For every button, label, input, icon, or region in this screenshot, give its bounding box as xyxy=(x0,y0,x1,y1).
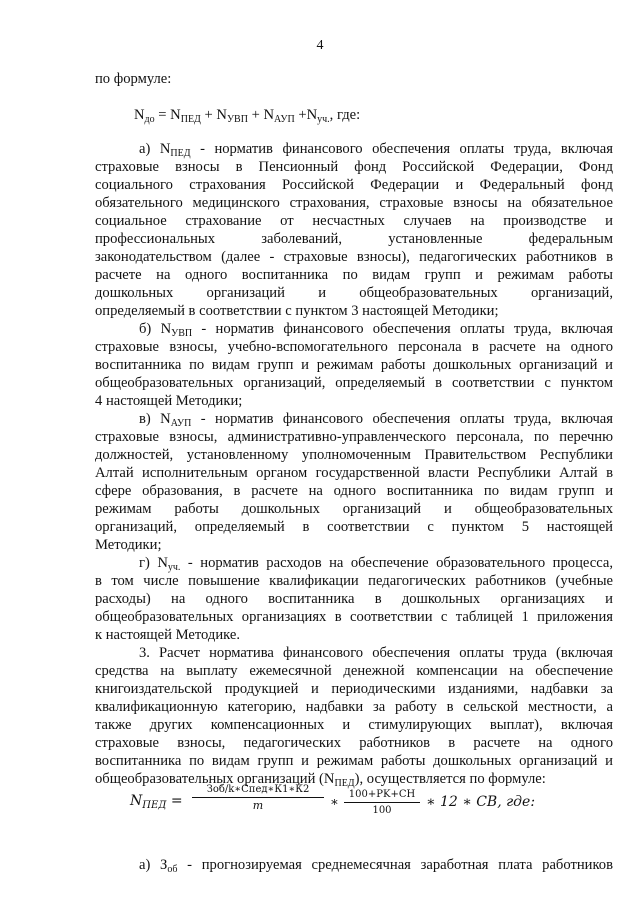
item-3-line-4: квалификационную категорию, надбавки за работу в сельской местности, а xyxy=(95,699,613,715)
item-a-line-5: социальное страхование от несчастных случаев на производстве и xyxy=(95,213,613,229)
item-3-line-5: также других компенсационных и стимулирующих выплат), включая xyxy=(95,717,613,733)
item-a2-line-1: а) $З_{об}$ - прогнозируемая среднемесячная заработная плата работников xyxy=(139,857,613,875)
item-b-line-3: воспитанника по видам групп и режимам работы дошкольных организаций и xyxy=(95,357,613,373)
fraction-1-denominator: m xyxy=(252,799,264,812)
formula-ped-lhs: $N_{ПЕД}$ = xyxy=(130,793,183,811)
item-g-line-5: к настоящей Методике. xyxy=(95,627,241,643)
item-a-line-9: дошкольных организаций и общеобразовательных организаций, xyxy=(95,285,613,301)
item-b-line-5: 4 настоящей Методики; xyxy=(95,393,243,409)
item-b-line-1: б) $N_{УВП}$ - норматив финансового обеспечения оплаты труда, включая xyxy=(139,321,613,339)
item-g-line-1: г) $N_{уч.}$ - норматив расходов на обеспечение образовательного процесса, xyxy=(139,555,613,573)
fraction-2-denominator: 100 xyxy=(372,805,392,816)
item-3-line-6: страховые взносы, педагогических работников в расчете на одного xyxy=(95,735,613,751)
formula-ped-fraction-2 xyxy=(344,788,420,819)
item-3-line-3: книгоиздательской продукцией и периодическими изданиями, надбавки за xyxy=(95,681,613,697)
item-a-line-8: расчете на одного воспитанника по видам групп и режимам работы xyxy=(95,267,613,283)
item-3-line-8: общеобразовательных организаций $(N_{ПЕД})$, осуществляется по формуле: xyxy=(95,771,546,789)
item-g-line-2: в том числе повышение квалификации педагогических работников (учебные xyxy=(95,573,613,589)
formula-ped-multiply: ∗ xyxy=(330,795,339,810)
intro-text: по формуле: xyxy=(95,71,172,87)
item-b-line-2: страховые взносы, учебно-вспомогательного персонала в расчете на одного xyxy=(95,339,613,355)
item-b-line-4: общеобразовательных организаций, определяемый в соответствии с пунктом xyxy=(95,375,613,391)
item-v-line-2: страховые взносы, административно-управленческого персонала, по перечню xyxy=(95,429,613,445)
item-v-line-4: Алтай исполнительным органом государственной власти Республики Алтай в xyxy=(95,465,613,481)
fraction-1-numerator: Зоб/k∗Спед∗К1∗К2 xyxy=(192,783,324,798)
fraction-2-numerator: 100+PK+CH xyxy=(344,788,420,803)
item-v-line-3: должностей, установленному уполномоченным Правительством Республики xyxy=(95,447,613,463)
item-a-line-7: законодательством (далее - страховые взносы), педагогических работников в xyxy=(95,249,613,265)
item-v-line-6: режимам работы дошкольных организаций и общеобразовательных xyxy=(95,501,613,517)
formula-total: $N_{до} = N_{ПЕД} + N_{УВП} + N_{АУП} +N_{уч.}$, где: xyxy=(134,107,361,125)
item-a-line-6: профессиональных заболеваний, установленные федеральным xyxy=(95,231,613,247)
page-number: 4 xyxy=(316,38,324,53)
item-g-line-4: общеобразовательных организациях в соответствии с таблицей 1 приложения xyxy=(95,609,613,625)
formula-ped-fraction-1 xyxy=(192,783,324,814)
item-3-line-1: 3. Расчет норматива финансового обеспечения оплаты труда (включая xyxy=(139,645,613,661)
item-v-line-8: Методики; xyxy=(95,537,162,553)
formula-ped xyxy=(130,781,610,829)
item-a-line-2: страховые взносы в Пенсионный фонд Российской Федерации, Фонд xyxy=(95,159,613,175)
item-v-line-5: сфере образования, в расчете на одного воспитанника по видам групп и xyxy=(95,483,613,499)
item-a-line-10: определяемый в соответствии с пунктом 3 настоящей Методики; xyxy=(95,303,499,319)
item-3-line-2: средства на выплату ежемесячной денежной компенсации на обеспечение xyxy=(95,663,613,679)
item-v-line-1: в) $N_{АУП}$ - норматив финансового обеспечения оплаты труда, включая xyxy=(139,411,613,429)
item-a-line-4: обязательного медицинского страхования, страховые взносы на обязательное xyxy=(95,195,613,211)
item-a-line-3: социального страхования Российской Федерации и Федеральный фонд xyxy=(95,177,613,193)
item-v-line-7: организаций, определяемый в соответствии с пунктом 5 настоящей xyxy=(95,519,613,535)
formula-ped-tail: ∗ 12 ∗ CB, где: xyxy=(426,794,536,810)
item-3-line-7: воспитанника по видам групп и режимам работы дошкольных организаций и xyxy=(95,753,613,769)
item-a-line-1: а) $N_{ПЕД}$ - норматив финансового обеспечения оплаты труда, включая xyxy=(139,141,613,159)
item-g-line-3: расходы) на одного воспитанника в дошкольных организациях и xyxy=(95,591,613,607)
